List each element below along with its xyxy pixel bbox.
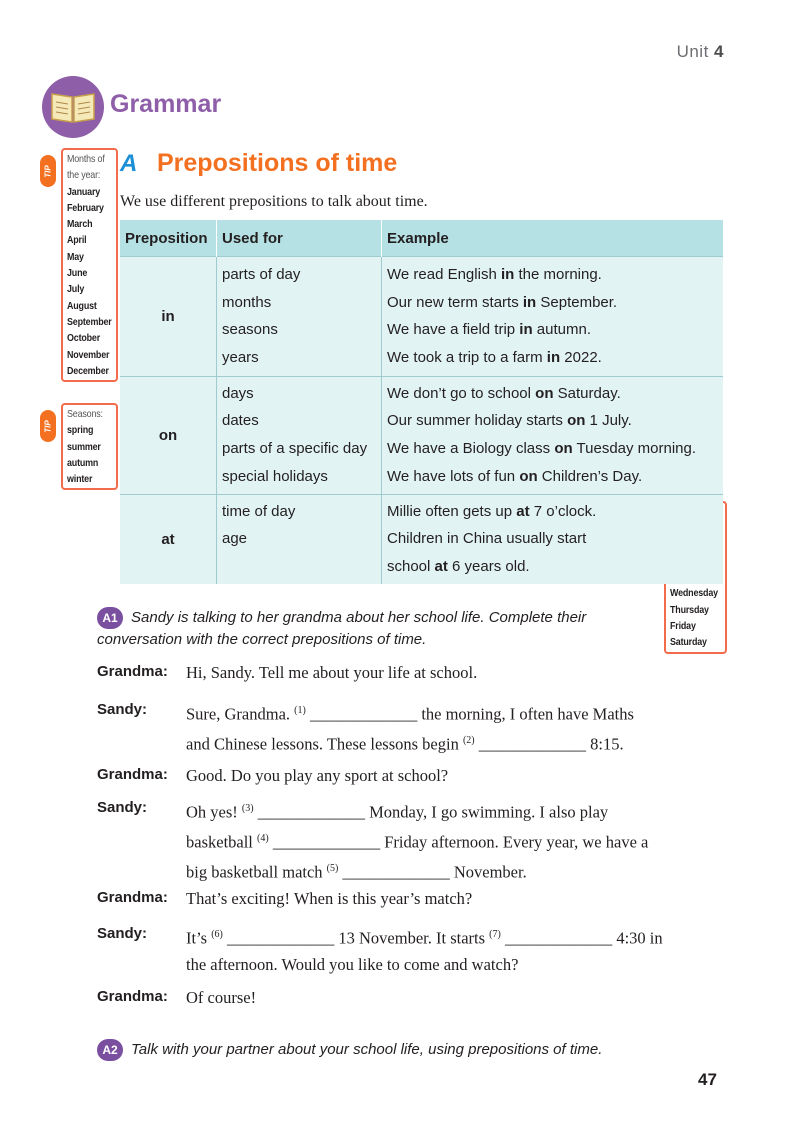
speaker-label: Grandma: [97,988,168,1005]
season-item: winter [67,473,93,486]
month-item: November [67,348,110,361]
dialogue-line: Oh yes! $^{(3)}$ _____________ Monday, I go swimming. I also play basketball $^{(4)}$ _____________ Friday afternoon. Every year, we have a big basketball match $^{(5)}$ _____________ November. [186,802,649,882]
intro-text: We use different prepositions to talk about time. [120,193,428,210]
example-line: school at 6 years old. [387,557,530,575]
month-item: December [67,364,109,377]
dialogue-line: That’s exciting! When is this year’s match? [186,889,473,908]
exercise-a1-instruction: conversation with the correct prepositions of time. [97,631,427,648]
section-heading: Prepositions of time [157,149,398,177]
example-line: Our summer holiday starts on 1 July. [387,412,632,430]
month-item: October [67,332,101,345]
example-line: We have lots of fun on Children’s Day. [387,467,643,485]
month-item: April [67,234,87,247]
col-header: Used for [217,220,382,257]
speaker-label: Sandy: [97,799,148,816]
used-for-cell [217,257,382,377]
tip-tab-seasons: TIP [40,410,56,442]
example-line: Millie often gets up at 7 o’clock. [387,502,597,520]
grammar-title: Grammar [110,90,222,118]
example-line: We have a Biology class on Tuesday morning. [387,440,697,458]
season-item: autumn [67,456,99,469]
day-item: Thursday [670,603,709,616]
page-number: 47 [698,1070,717,1089]
tip-months-heading: Months of [67,153,105,165]
example-line: Children in China usually start [387,530,587,548]
use-item: seasons [222,321,278,339]
use-item: parts of day [222,266,301,283]
month-item: January [67,185,101,198]
month-item: August [67,299,97,312]
speaker-label: Sandy: [97,925,148,942]
use-item: days [222,384,254,402]
exercise-a2-instruction: Talk with your partner about your school life, using prepositions of time. [131,1041,603,1058]
dialogue-line: It’s $^{(6)}$ _____________ 13 November. It starts $^{(7)}$ _____________ 4:30 in the afternoon. Would you like to come and watch? [186,928,663,974]
example-cell [382,376,724,494]
use-item: age [222,530,248,548]
use-item: months [222,293,272,311]
use-item: special holidays [222,467,328,485]
prep-cell: on [120,376,217,494]
day-item: Friday [670,620,696,633]
month-item: September [67,315,112,328]
exercise-a1-instruction: Sandy is talking to her grandma about her school life. Complete their [131,609,587,626]
month-item: May [67,250,84,263]
exercise-a2-badge: A2 [97,1039,123,1061]
prepositions-table [120,220,723,584]
example-line: Our new term starts in September. [387,293,618,311]
prep-cell: at [120,494,217,584]
season-item: spring [67,424,94,437]
use-item: time of day [222,502,296,520]
month-item: February [67,201,104,214]
col-header: Preposition [120,220,217,257]
use-item: years [222,349,259,367]
dialogue-line: Sure, Grandma. $^{(1)}$ _____________ the morning, I often have Maths and Chinese lessons. These lessons begin $^{(2)}$ _____________ 8:15. [186,704,634,754]
speaker-label: Grandma: [97,889,168,906]
season-item: summer [67,440,101,453]
tip-months-heading: the year: [67,169,101,182]
prep-cell: in [120,257,217,377]
day-item: Wednesday [670,587,718,600]
book-icon [50,90,96,124]
example-line: We have a field trip in autumn. [387,321,592,339]
tip-seasons-heading: Seasons: [67,408,103,420]
col-header: Example [382,220,724,257]
example-cell [382,494,724,584]
example-line: We took a trip to a farm in 2022. [387,349,602,367]
use-item: parts of a specific day [222,440,368,458]
speaker-label: Sandy: [97,701,148,718]
dialogue-line: Hi, Sandy. Tell me about your life at school. [186,663,478,682]
table-header-row [120,220,723,257]
used-for-cell [217,376,382,494]
day-item: Saturday [670,636,707,649]
month-item: March [67,218,93,231]
table-row [120,376,723,494]
speaker-label: Grandma: [97,663,168,680]
example-line: We read English in the morning. [387,266,602,283]
used-for-cell [217,494,382,584]
tip-months [61,148,118,382]
use-item: dates [222,412,259,430]
exercise-a1-badge: A1 [97,607,123,629]
unit-label: Unit 4 [676,42,724,61]
month-item: June [67,267,88,280]
table-row [120,494,723,584]
speaker-label: Grandma: [97,766,168,783]
month-item: July [67,283,85,296]
example-cell [382,257,724,377]
example-line: We don’t go to school on Saturday. [387,384,621,402]
table-row [120,257,723,377]
section-letter: A [120,150,138,177]
tip-tab-months: TIP [40,155,56,187]
dialogue-line: Good. Do you play any sport at school? [186,766,449,785]
tip-seasons [61,403,118,490]
dialogue-line: Of course! [186,988,257,1007]
